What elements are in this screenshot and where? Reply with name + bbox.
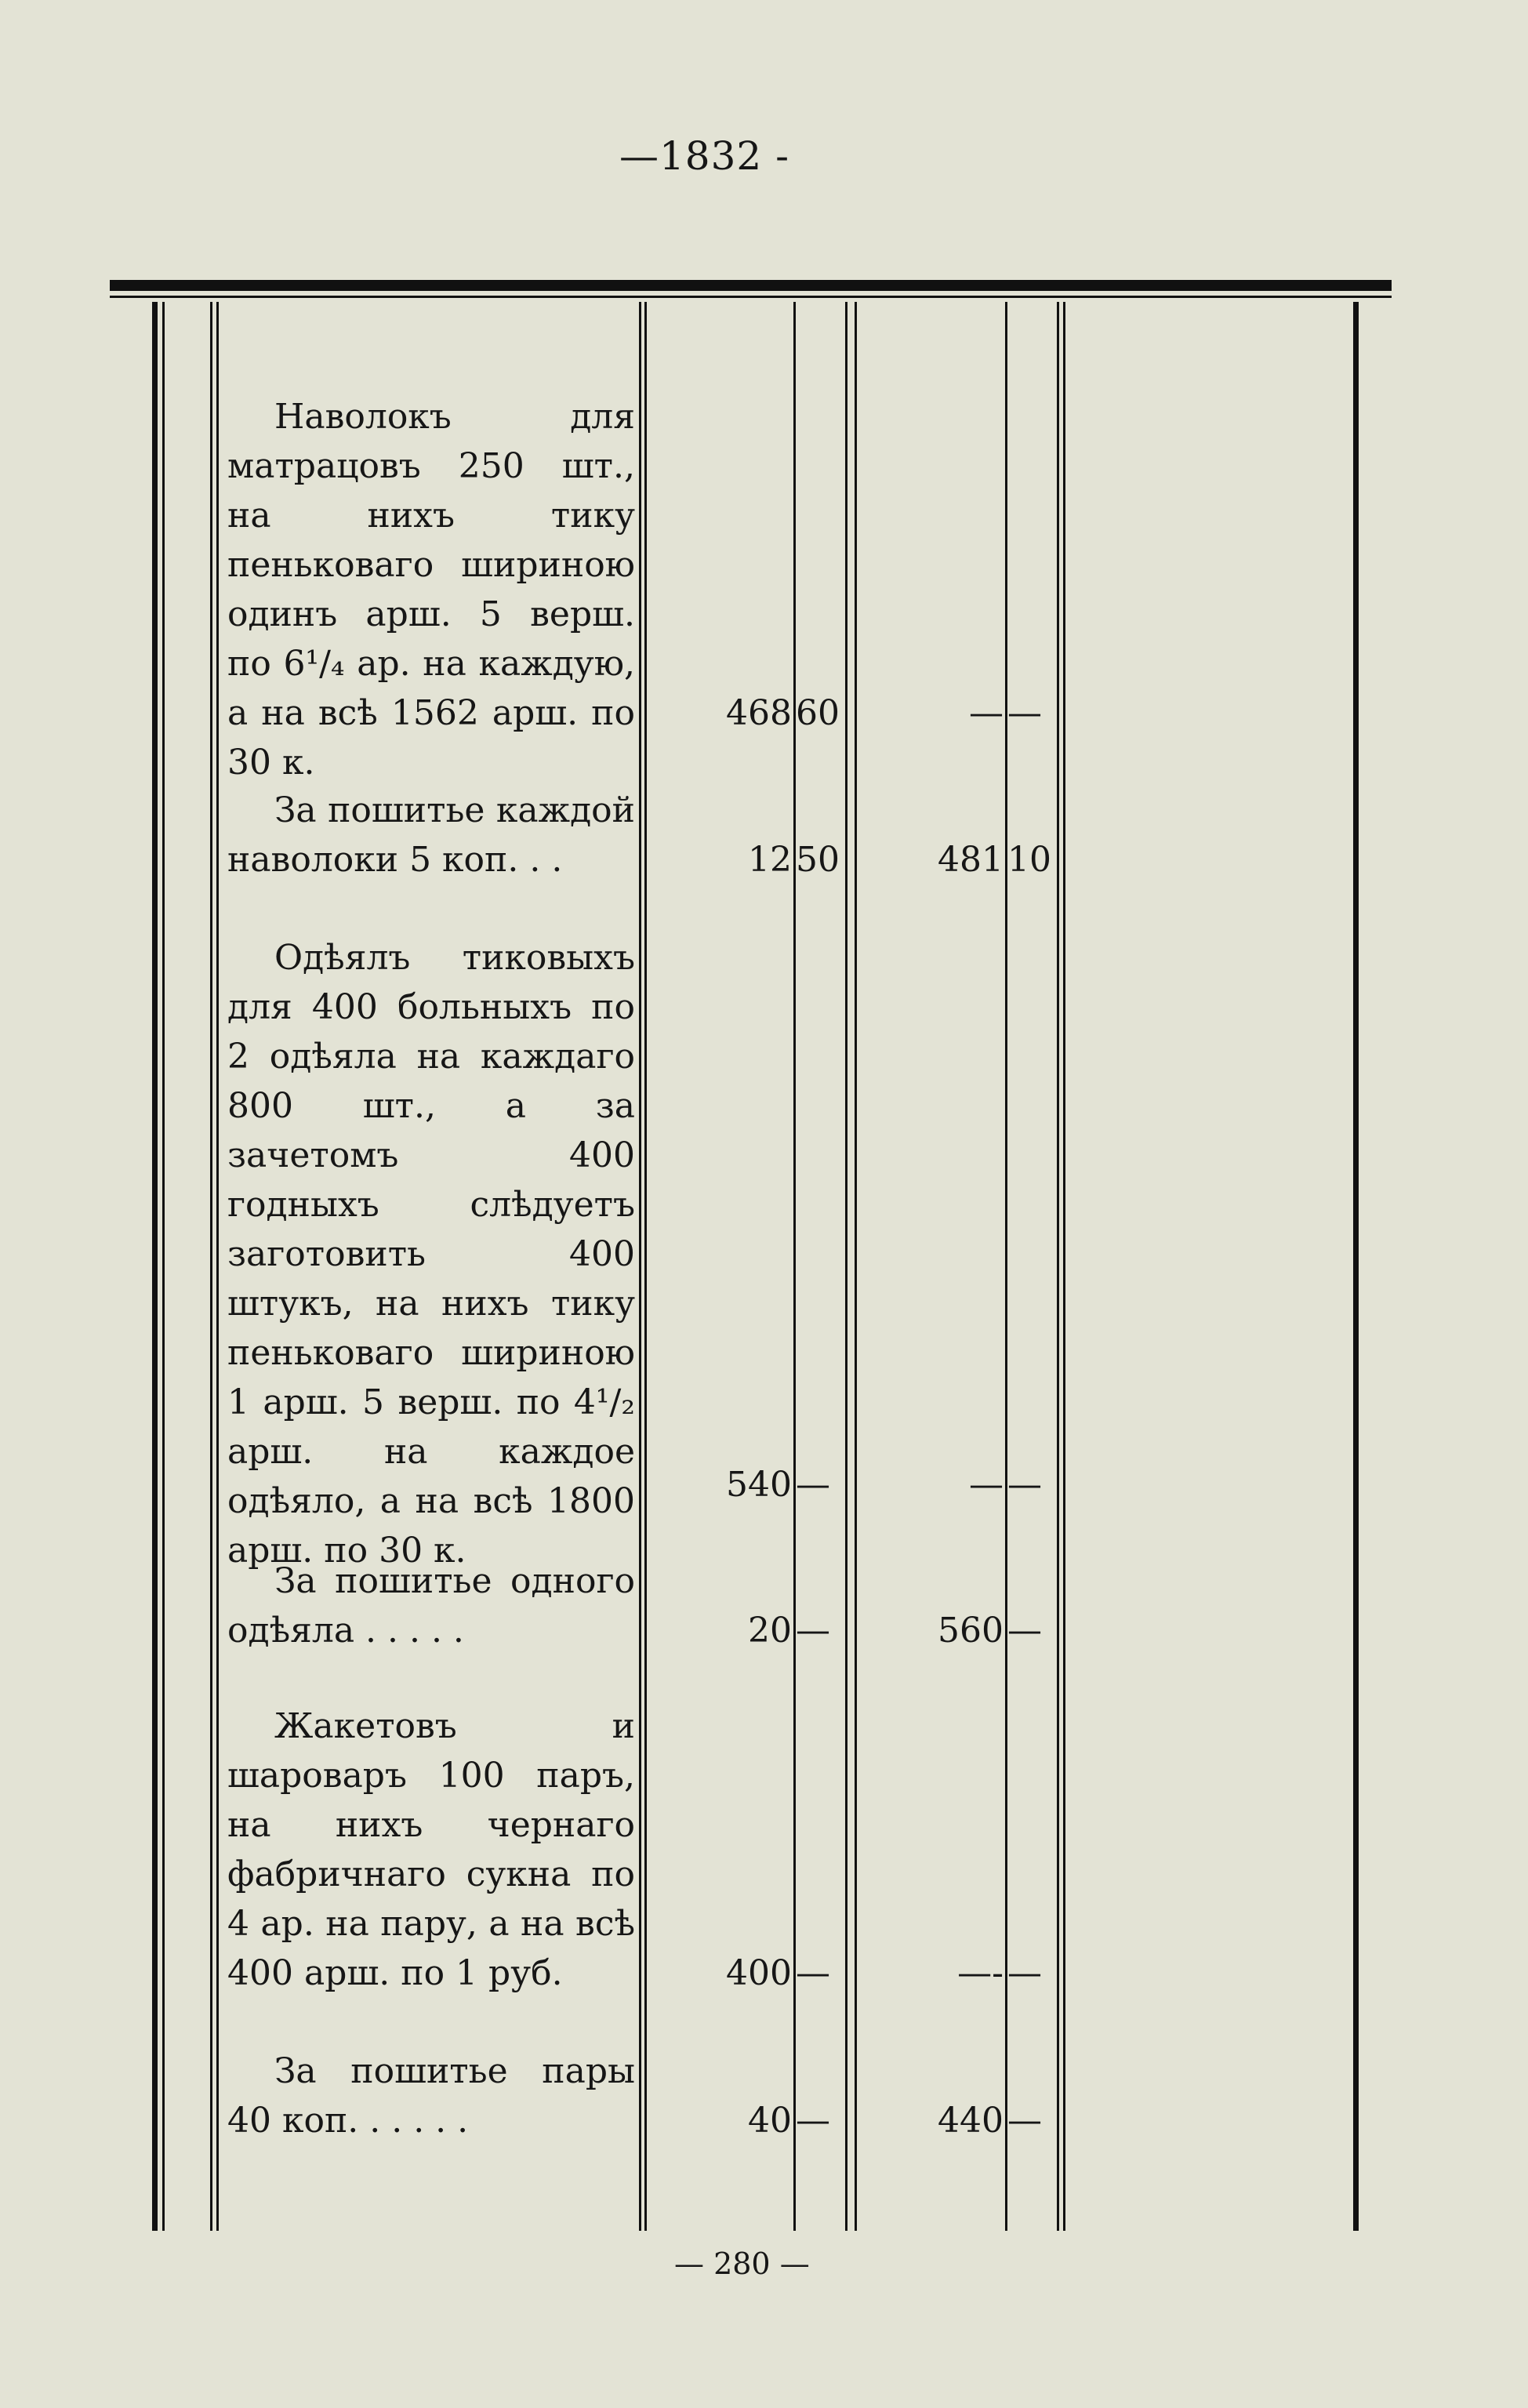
total-rubles: 481 (938, 840, 1004, 880)
amount-kopecks: — (796, 2101, 830, 2141)
total-rubles: — (969, 1465, 1004, 1505)
entry-description: За пошитье одного одѣяла . . . . . (227, 1561, 635, 1651)
total-kopecks: — (1007, 1953, 1042, 1993)
amount-rubles: 468 (726, 693, 792, 733)
amount-rubles: 540 (726, 1465, 792, 1505)
amount-kopecks: — (796, 1465, 830, 1505)
total-kopecks: — (1007, 693, 1042, 733)
total-rubles: 440 (938, 2101, 1004, 2141)
entry-description: Одѣялъ тиковыхъ для 400 больныхъ по 2 одѣяла на каждаго 800 шт., а за зачетомъ 400 годныхъ слѣдуетъ заготовить 400 штукъ, на нихъ тику пеньковаго шириною 1 арш. 5 верш. по 4¹/₂ арш. на каждое одѣяло, а на всѣ 1800 арш. по 30 к. (227, 938, 635, 1571)
total-kopecks: — (1007, 1465, 1042, 1505)
amount-kopecks: — (796, 1611, 830, 1651)
total-kopecks: 10 (1007, 840, 1051, 880)
entry-description: За пошитье каждой наволоки 5 коп. . . (227, 790, 635, 880)
total-rubles: 560 (938, 1611, 1004, 1651)
page-number: —1832 - (619, 133, 790, 179)
total-rubles: — (969, 693, 1004, 733)
entry-description: Жакетовъ и шароваръ 100 паръ, на нихъ чернаго фабричнаго сукна по 4 ар. на пару, а на всѣ 400 арш. по 1 руб. (227, 1706, 635, 1993)
total-kopecks: — (1007, 2101, 1042, 2141)
amount-kopecks: — (796, 1953, 830, 1993)
total-rubles: —- (957, 1953, 1004, 1993)
amount-kopecks: 60 (796, 693, 840, 733)
amount-rubles: 20 (748, 1611, 792, 1651)
entry-description: Наволокъ для матрацовъ 250 шт., на нихъ тику пеньковаго шириною одинъ арш. 5 верш. по 6¹/₄ ар. на каждую, а на всѣ 1562 арш. по 30 к. (227, 397, 635, 783)
total-kopecks: — (1007, 1611, 1042, 1651)
amount-kopecks: 50 (796, 840, 840, 880)
entry-description: За пошитье пары 40 коп. . . . . . (227, 2051, 635, 2141)
amount-rubles: 12 (748, 840, 792, 880)
amount-rubles: 40 (748, 2101, 792, 2141)
footer-page-number: — 280 — (674, 2246, 810, 2281)
amount-rubles: 400 (726, 1953, 792, 1993)
